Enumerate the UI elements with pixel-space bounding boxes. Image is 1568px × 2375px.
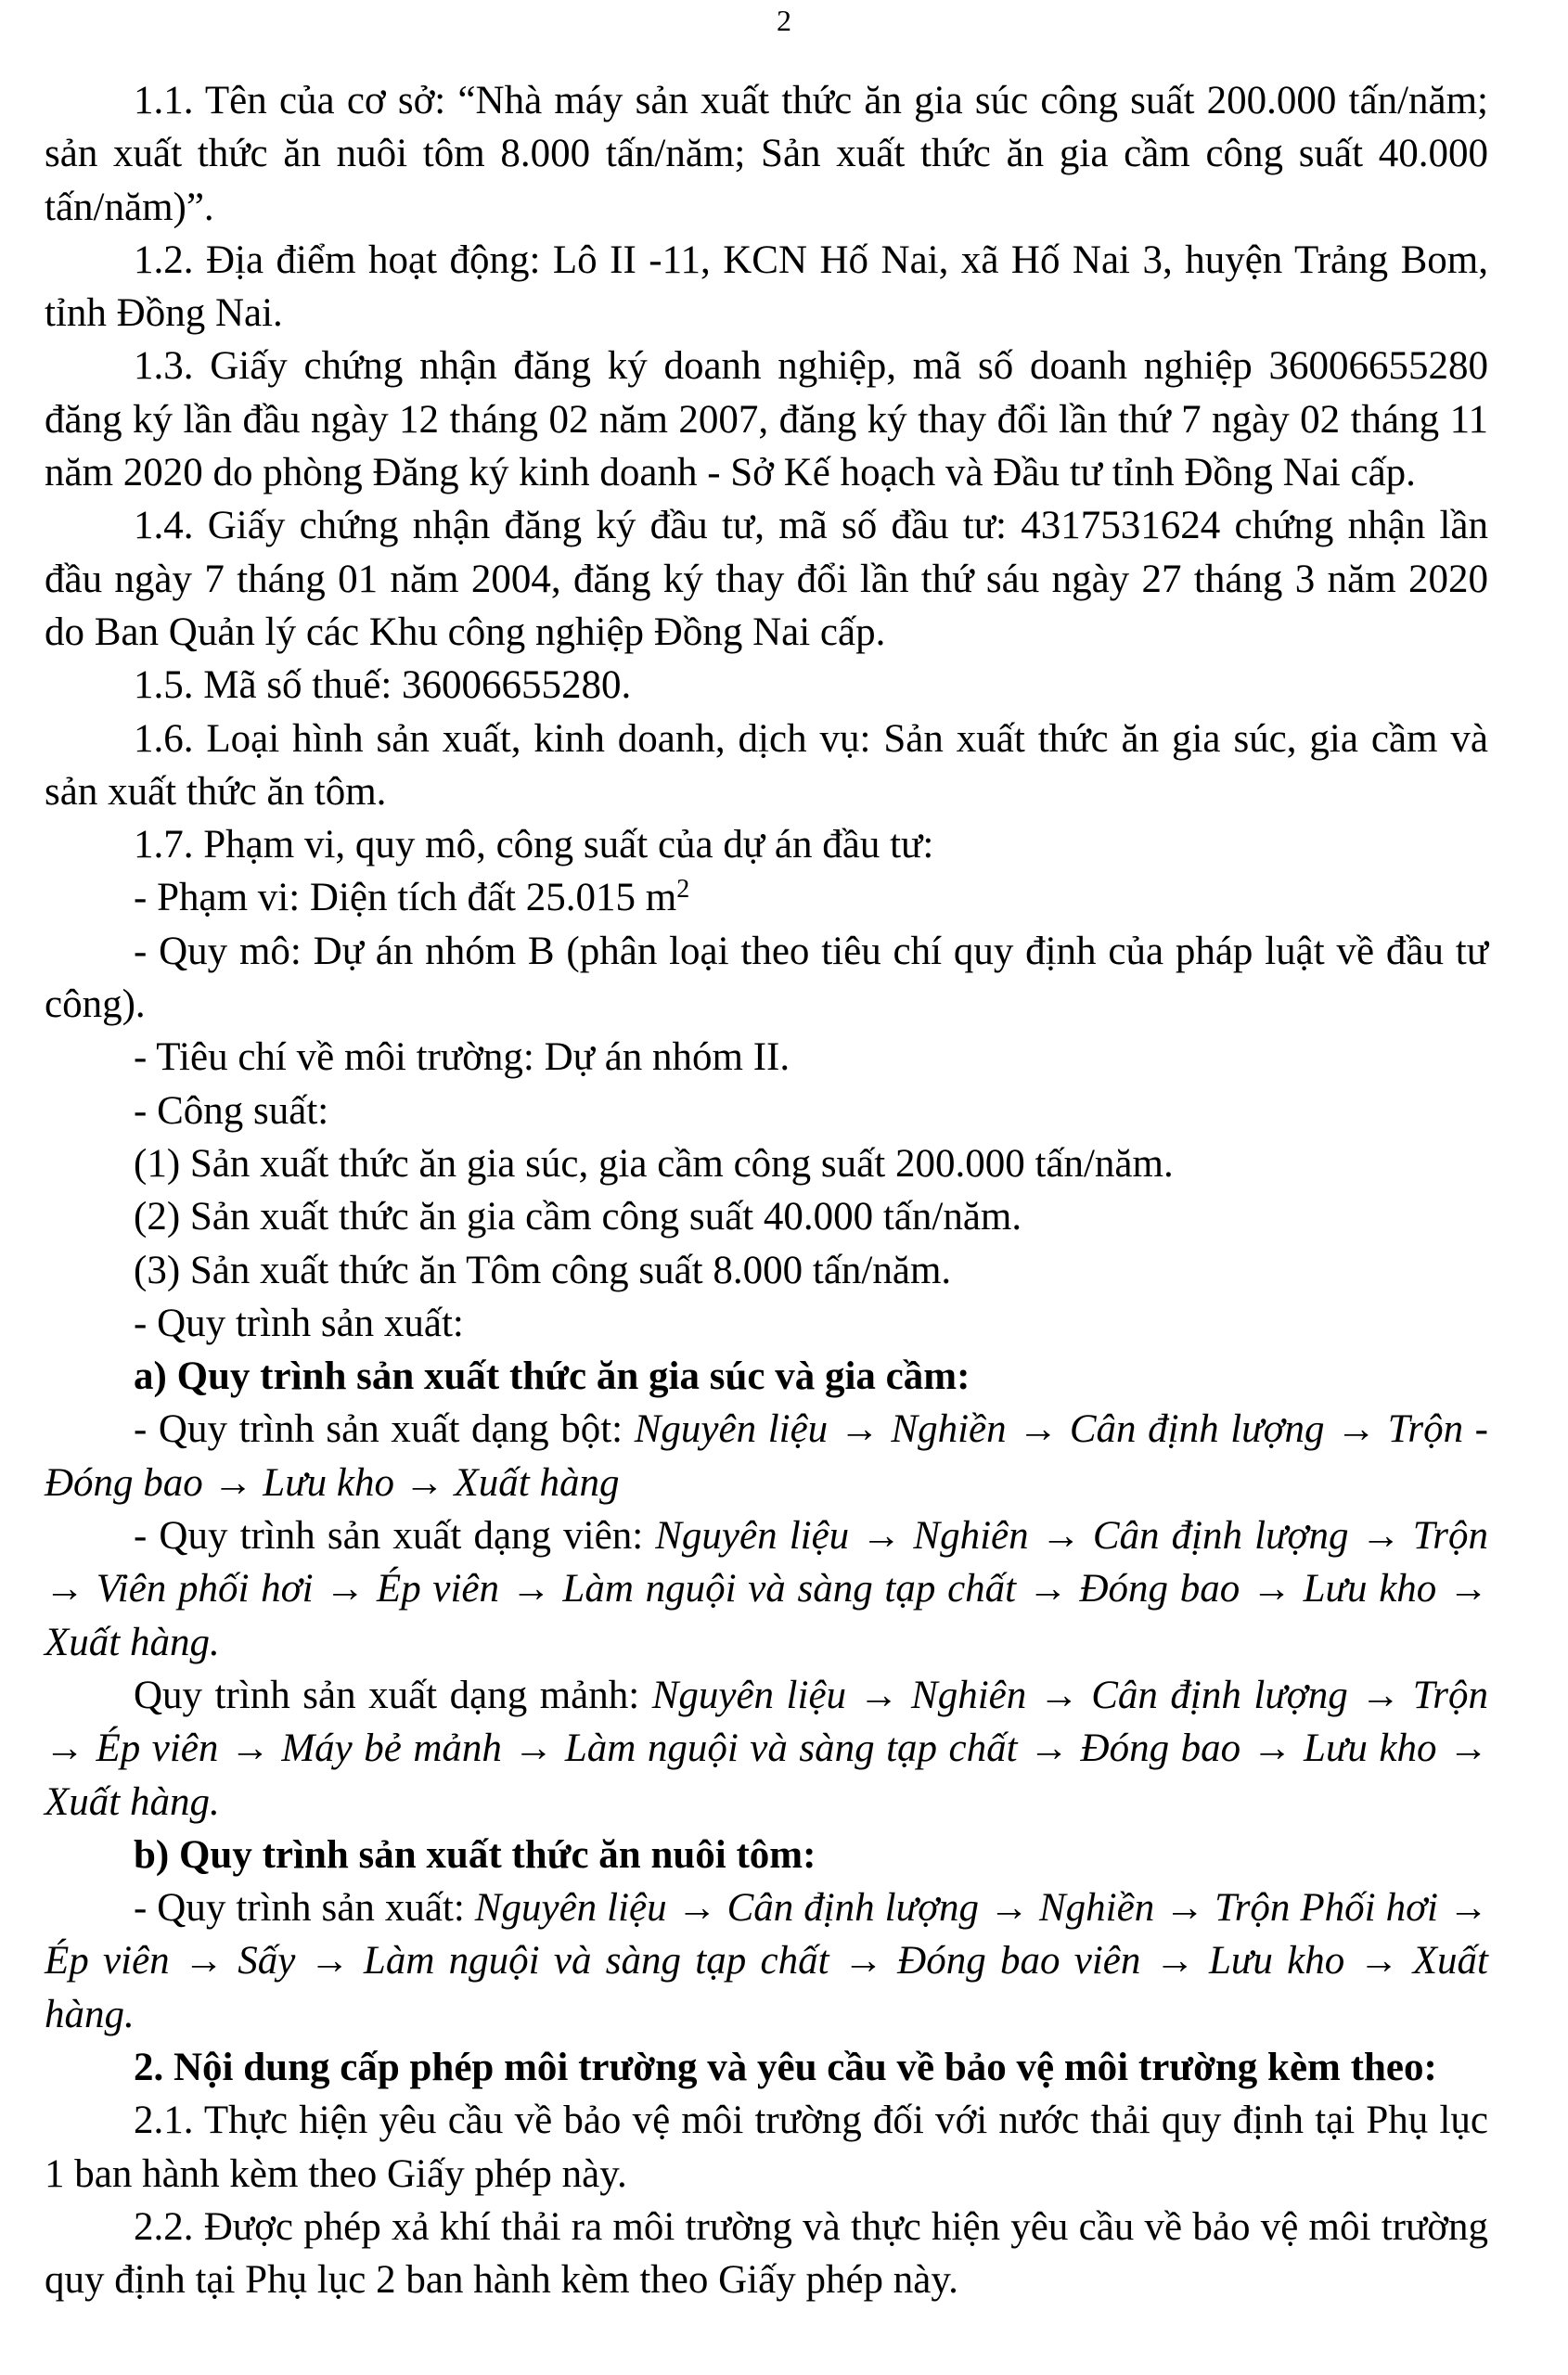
- paragraph-1-2: 1.2. Địa điểm hoạt động: Lô II -11, KCN Hố Nai, xã Hố Nai 3, huyện Trảng Bom, tỉnh Đồng Nai.: [45, 238, 1488, 336]
- paragraph-2-1: 2.1. Thực hiện yêu cầu về bảo vệ môi trường đối với nước thải quy định tại Phụ lục 1 ban hành kèm theo Giấy phép này.: [45, 2099, 1488, 2196]
- capacity-item-3: (3) Sản xuất thức ăn Tôm công suất 8.000 tấn/năm.: [134, 1248, 952, 1292]
- scope-text: - Phạm vi: Diện tích đất 25.015 m: [134, 876, 677, 920]
- capacity-heading: - Công suất:: [134, 1088, 329, 1133]
- powder-process-steps: Nguyên liệu → Nghiền → Cân định lượng → Trộn - Đóng bao → Lưu kho → Xuất hàng: [45, 1407, 1488, 1505]
- powder-process-lead: - Quy trình sản xuất dạng bột:: [134, 1407, 635, 1452]
- process-heading: - Quy trình sản xuất:: [134, 1301, 464, 1345]
- shrimp-process: [45, 1881, 1488, 2041]
- section-b-heading: b) Quy trình sản xuất thức ăn nuôi tôm:: [134, 1832, 816, 1877]
- crumble-process-lead: Quy trình sản xuất dạng mảnh:: [134, 1673, 652, 1717]
- pellet-process-steps: Nguyên liệu → Nghiên → Cân định lượng → Trộn → Viên phối hơi → Ép viên → Làm nguội và sàng tạp chất → Đóng bao → Lưu kho → Xuất hàng.: [45, 1514, 1488, 1664]
- powder-process: [45, 1403, 1488, 1509]
- paragraph-1-4: 1.4. Giấy chứng nhận đăng ký đầu tư, mã số đầu tư: 4317531624 chứng nhận lần đầu ngày 7 tháng 01 năm 2004, đăng ký thay đổi lần thứ sáu ngày 27 tháng 3 năm 2020 do Ban Quản lý các Khu công nghiệp Đồng Nai cấp.: [45, 504, 1488, 654]
- paragraph-1-5: 1.5. Mã số thuế: 36006655280.: [134, 663, 632, 708]
- environment-criteria-line: - Tiêu chí về môi trường: Dự án nhóm II.: [134, 1035, 790, 1080]
- pellet-process-lead: - Quy trình sản xuất dạng viên:: [134, 1514, 656, 1559]
- capacity-item-1: (1) Sản xuất thức ăn gia súc, gia cầm công suất 200.000 tấn/năm.: [134, 1141, 1174, 1186]
- crumble-process: [45, 1669, 1488, 1829]
- square-superscript: 2: [676, 875, 690, 905]
- paragraph-1-7: 1.7. Phạm vi, quy mô, công suất của dự án đầu tư:: [134, 823, 934, 867]
- section-2-heading: 2. Nội dung cấp phép môi trường và yêu cầu về bảo vệ môi trường kèm theo:: [134, 2045, 1437, 2089]
- shrimp-process-lead: - Quy trình sản xuất:: [134, 1886, 475, 1931]
- paragraph-1-3: 1.3. Giấy chứng nhận đăng ký doanh nghiệp, mã số doanh nghiệp 36006655280 đăng ký lần đầu ngày 12 tháng 02 năm 2007, đăng ký thay đổi lần thứ 7 ngày 02 tháng 11 năm 2020 do phòng Đăng ký kinh doanh - Sở Kế hoạch và Đầu tư tỉnh Đồng Nai cấp.: [45, 344, 1488, 495]
- paragraph-1-1: 1.1. Tên của cơ sở: “Nhà máy sản xuất thức ăn gia súc công suất 200.000 tấn/năm; sản xuất thức ăn nuôi tôm 8.000 tấn/năm; Sản xuất thức ăn gia cầm công suất 40.000 tấn/năm)”.: [45, 79, 1488, 229]
- section-a-heading: a) Quy trình sản xuất thức ăn gia súc và gia cầm:: [134, 1354, 970, 1399]
- document-body: [45, 74, 1488, 2306]
- paragraph-1-6: 1.6. Loại hình sản xuất, kinh doanh, dịch vụ: Sản xuất thức ăn gia súc, gia cầm và sản xuất thức ăn tôm.: [45, 716, 1488, 814]
- scale-line: - Quy mô: Dự án nhóm B (phân loại theo tiêu chí quy định của pháp luật về đầu tư công).: [45, 929, 1488, 1027]
- capacity-item-2: (2) Sản xuất thức ăn gia cầm công suất 40.000 tấn/năm.: [134, 1195, 1022, 1239]
- scope-line: [45, 871, 1488, 924]
- crumble-process-steps: Nguyên liệu → Nghiên → Cân định lượng → Trộn → Ép viên → Máy bẻ mảnh → Làm nguội và sàng tạp chất → Đóng bao → Lưu kho → Xuất hàng.: [45, 1673, 1489, 1824]
- shrimp-process-steps: Nguyên liệu → Cân định lượng → Nghiền → Trộn Phối hơi → Ép viên → Sấy → Làm nguội và sàng tạp chất → Đóng bao viên → Lưu kho → Xuất hàng.: [45, 1886, 1488, 2036]
- paragraph-2-2: 2.2. Được phép xả khí thải ra môi trường và thực hiện yêu cầu về bảo vệ môi trường quy định tại Phụ lục 2 ban hành kèm theo Giấy phép này.: [45, 2204, 1488, 2303]
- pellet-process: [45, 1509, 1488, 1669]
- page-number: 2: [777, 4, 791, 37]
